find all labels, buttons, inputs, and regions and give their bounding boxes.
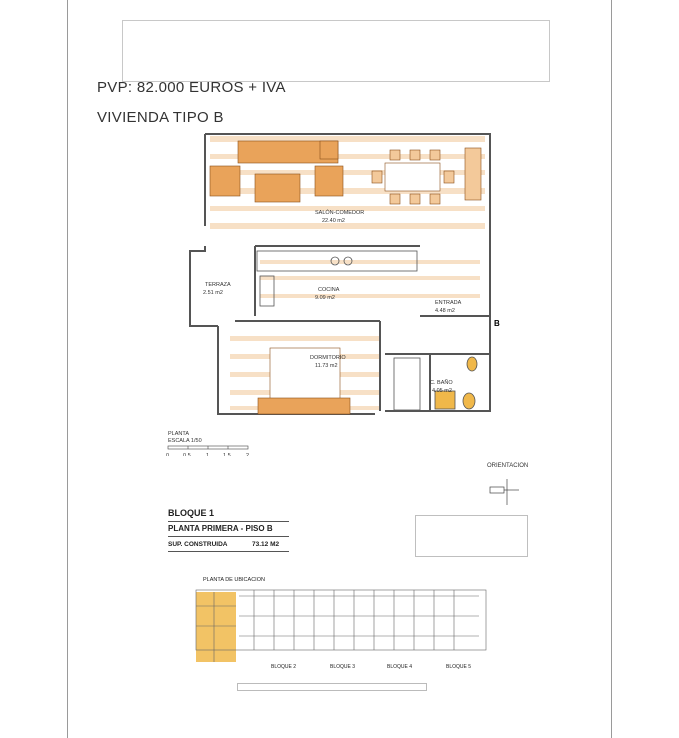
block-3-label: BLOQUE 3: [330, 664, 356, 670]
orientation-label: ORIENTACION: [487, 463, 529, 469]
scale-tick-3: 1.5: [223, 453, 231, 456]
price-title: PVP: 82.000 EUROS + IVA: [97, 79, 286, 96]
scale-tick-1: 0.5: [183, 453, 191, 456]
scale-tick-2: 1: [206, 453, 210, 456]
surface-value: 73.12 M2: [252, 541, 280, 548]
door-label: B: [494, 319, 500, 328]
divider: [168, 536, 289, 537]
scale-label: ESCALA 1/50: [168, 438, 202, 444]
area-salon: 22.40 m2: [322, 218, 345, 224]
footer-bar: [237, 683, 427, 691]
label-dormitorio: DORMITORIO: [310, 355, 346, 361]
floor-title: PLANTA PRIMERA - PISO B: [168, 524, 273, 533]
compass-icon: [487, 477, 527, 507]
area-bano: 4.05 m2: [432, 388, 452, 394]
area-entrada: 4.48 m2: [435, 308, 455, 314]
scale-bar: [168, 446, 248, 449]
divider: [168, 521, 289, 522]
block-2-label: BLOQUE 2: [271, 664, 297, 670]
area-terraza: 2.51 m2: [203, 290, 223, 296]
block-4-label: BLOQUE 4: [387, 664, 413, 670]
label-bano: C. BAÑO: [430, 380, 453, 386]
label-entrada: ENTRADA: [435, 300, 462, 306]
scale-tick-4: 2: [246, 453, 250, 456]
scale-title: PLANTA: [168, 431, 189, 437]
site-plan: [194, 586, 494, 666]
header-box: [122, 20, 550, 82]
block-title: BLOQUE 1: [168, 508, 215, 518]
surface-label: SUP. CONSTRUIDA: [168, 541, 228, 548]
label-cocina: COCINA: [318, 287, 340, 293]
scale-tick-0: 0: [166, 453, 170, 456]
divider: [168, 551, 289, 552]
area-dormitorio: 11.73 m2: [315, 363, 338, 369]
label-salon: SALÓN-COMEDOR: [315, 210, 365, 216]
block-5-label: BLOQUE 5: [446, 664, 472, 670]
dwelling-type-title: VIVIENDA TIPO B: [97, 109, 224, 126]
floor-plan: [160, 126, 520, 456]
area-cocina: 9.09 m2: [315, 295, 335, 301]
location-title: PLANTA DE UBICACION: [203, 577, 265, 583]
stamp-box: [415, 515, 528, 557]
label-terraza: TERRAZA: [205, 282, 231, 288]
